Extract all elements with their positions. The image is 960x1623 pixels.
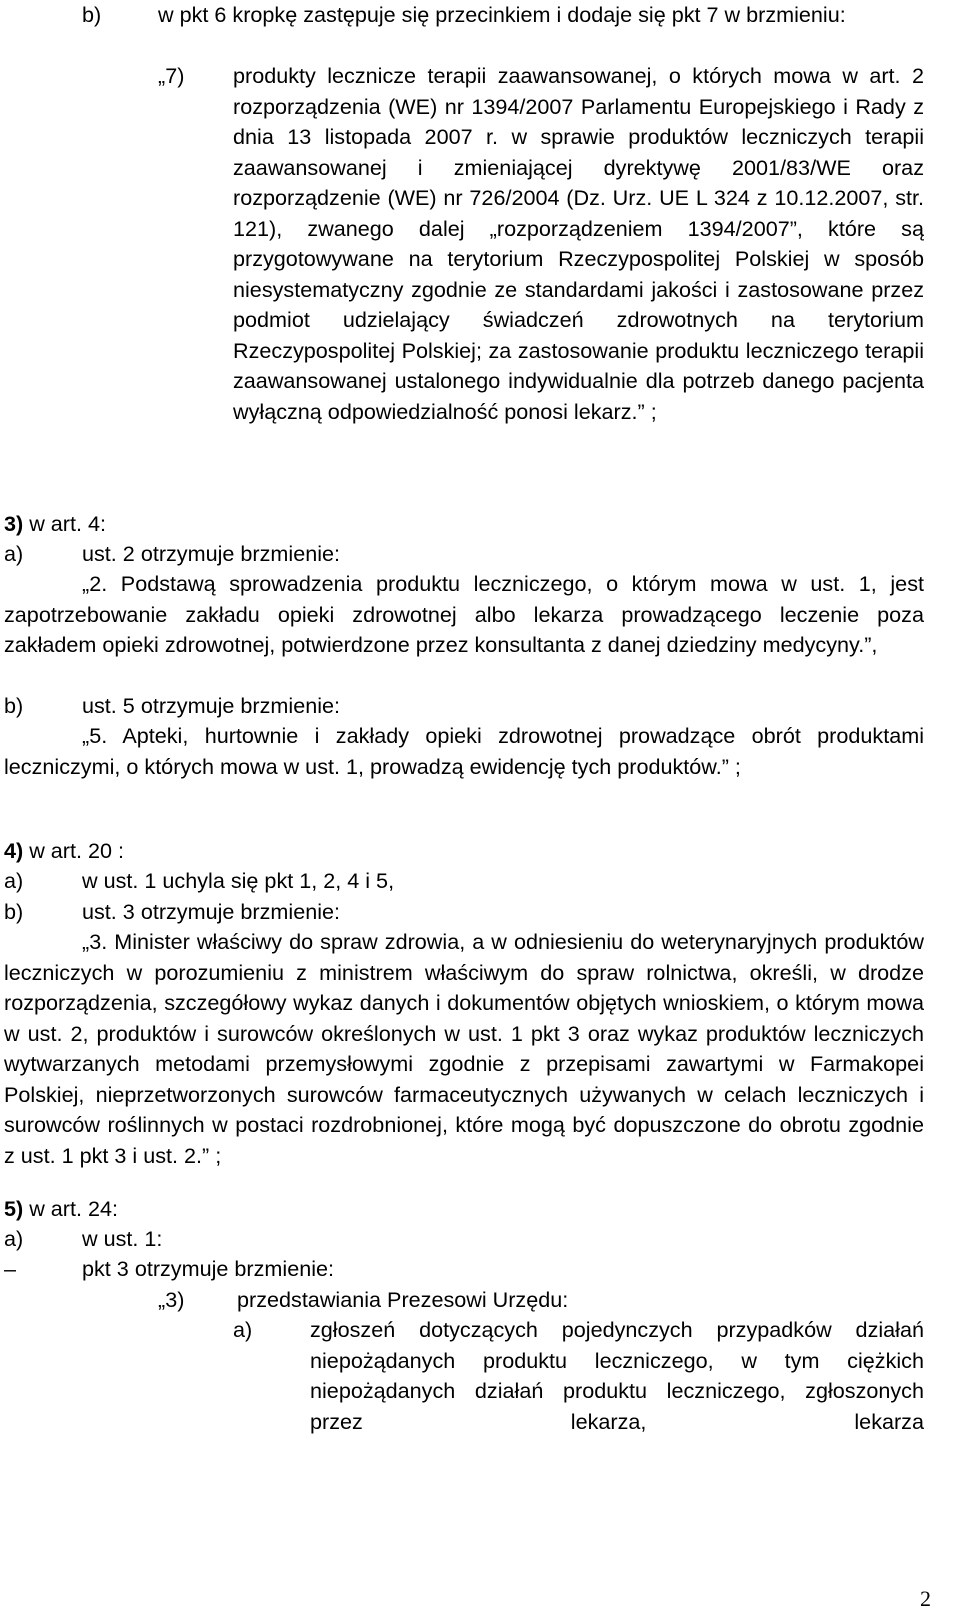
art24-a-label: a) xyxy=(4,1226,24,1251)
page-number: 2 xyxy=(920,1586,931,1611)
art20-b-text: ust. 3 otrzymuje brzmienie: xyxy=(82,899,341,924)
art24-pkt3-text: przedstawiania Prezesowi Urzędu: xyxy=(237,1287,569,1312)
art20-number: 4) xyxy=(4,838,24,863)
art20-a-label: a) xyxy=(4,868,24,893)
art4-number: 3) xyxy=(4,511,24,536)
art20-ust3-quote: „3. Minister właściwy do spraw zdrowia, a w odniesieniu do weterynaryjnych produktów leczniczych w porozumieniu z ministrem właściwym do spraw rolnictwa, określi, w drodze rozporządzenia, szczegółowy wykaz danych i dokumentów objętych wnioskiem, o którym mowa w ust. 2, produktów i surowców określonych w ust. 1 pkt 3 oraz wykaz produktów leczniczych wytwarzanych metodami przemysłowymi zgodnie z przepisami zawartymi w Farmakopei Polskiej, nieprzetworzonych surowców farmaceutycznych używanych w celach leczniczych i surowców roślinnych w postaci rozdrobnionej, które mogą być dopuszczone do obrotu zgodnie z ust. 1 pkt 3 i ust. 2.” ; xyxy=(4,929,924,1168)
art24-number: 5) xyxy=(4,1196,24,1221)
art4-a-text: ust. 2 otrzymuje brzmienie: xyxy=(82,541,341,566)
item-b-label: b) xyxy=(82,2,102,27)
art20-heading xyxy=(4,836,124,867)
art4-head-text: w art. 4: xyxy=(23,511,107,536)
art4-ust2-quote: „2. Podstawą sprowadzenia produktu leczniczego, o którym mowa w ust. 1, jest zapotrzebowanie zakładu opieki zdrowotnej albo lekarza prowadzącego leczenie poza zakładem opieki zdrowotnej, potwierdzone przez konsultanta z danej dziedziny medycyny.”, xyxy=(4,571,924,657)
art4-b-label: b) xyxy=(4,693,24,718)
art24-pkt3-number: „3) xyxy=(158,1287,185,1312)
art4-b-text: ust. 5 otrzymuje brzmienie: xyxy=(82,693,341,718)
art20-head-text: w art. 20 : xyxy=(23,838,125,863)
art20-b-label: b) xyxy=(4,899,24,924)
art4-a-label: a) xyxy=(4,541,24,566)
art24-dash: – xyxy=(4,1256,17,1281)
art24-head-text: w art. 24: xyxy=(23,1196,119,1221)
art24-sub-a-text: zgłoszeń dotyczących pojedynczych przypadków działań niepożądanych produktu leczniczego, w tym ciężkich niepożądanych działań produktu leczniczego, zgłoszonych przez lekarza, lekarza xyxy=(310,1317,924,1434)
art24-dash-text: pkt 3 otrzymuje brzmienie: xyxy=(82,1256,335,1281)
pkt7-text xyxy=(233,61,924,427)
item-b-intro: w pkt 6 kropkę zastępuje się przecinkiem i dodaje się pkt 7 w brzmieniu: xyxy=(158,2,846,27)
art20-a-text: w ust. 1 uchyla się pkt 1, 2, 4 i 5, xyxy=(82,868,395,893)
art4-ust5-quote: „5. Apteki, hurtownie i zakłady opieki zdrowotnej prowadzące obrót produktami leczniczymi, o których mowa w ust. 1, prowadzą ewidencję tych produktów.” ; xyxy=(4,723,924,779)
art24-a-text: w ust. 1: xyxy=(82,1226,163,1251)
art24-sub-a-label: a) xyxy=(233,1317,253,1342)
pkt7-text-content: produkty lecznicze terapii zaawansowanej, o których mowa w art. 2 rozporządzenia (WE) nr 1394/2007 Parlamentu Europejskiego i Rady z dnia 13 listopada 2007 r. w sprawie produktów leczniczych terapii zaawansowanej i zmieniającej dyrektywę 2001/83/WE oraz rozporządzenie (WE) nr 726/2004 (Dz. Urz. UE L 324 z 10.12.2007, str. 121), zwanego dalej „rozporządzeniem 1394/2007”, które są przygotowywane na terytorium Rzeczypospolitej Polskiej w sposób niesystematyczny zgodnie ze standardami jakości i zastosowane przez podmiot udzielający świadczeń zdrowotnych na terytorium Rzeczypospolitej Polskiej; za zastosowanie produktu leczniczego terapii zaawansowanej ustalonego indywidualnie dla potrzeb danego pacjenta wyłączną odpowiedzialność ponosi lekarz.” ; xyxy=(233,63,924,424)
art24-heading xyxy=(4,1194,118,1225)
art4-heading xyxy=(4,509,106,540)
pkt7-number: „7) xyxy=(158,63,185,88)
